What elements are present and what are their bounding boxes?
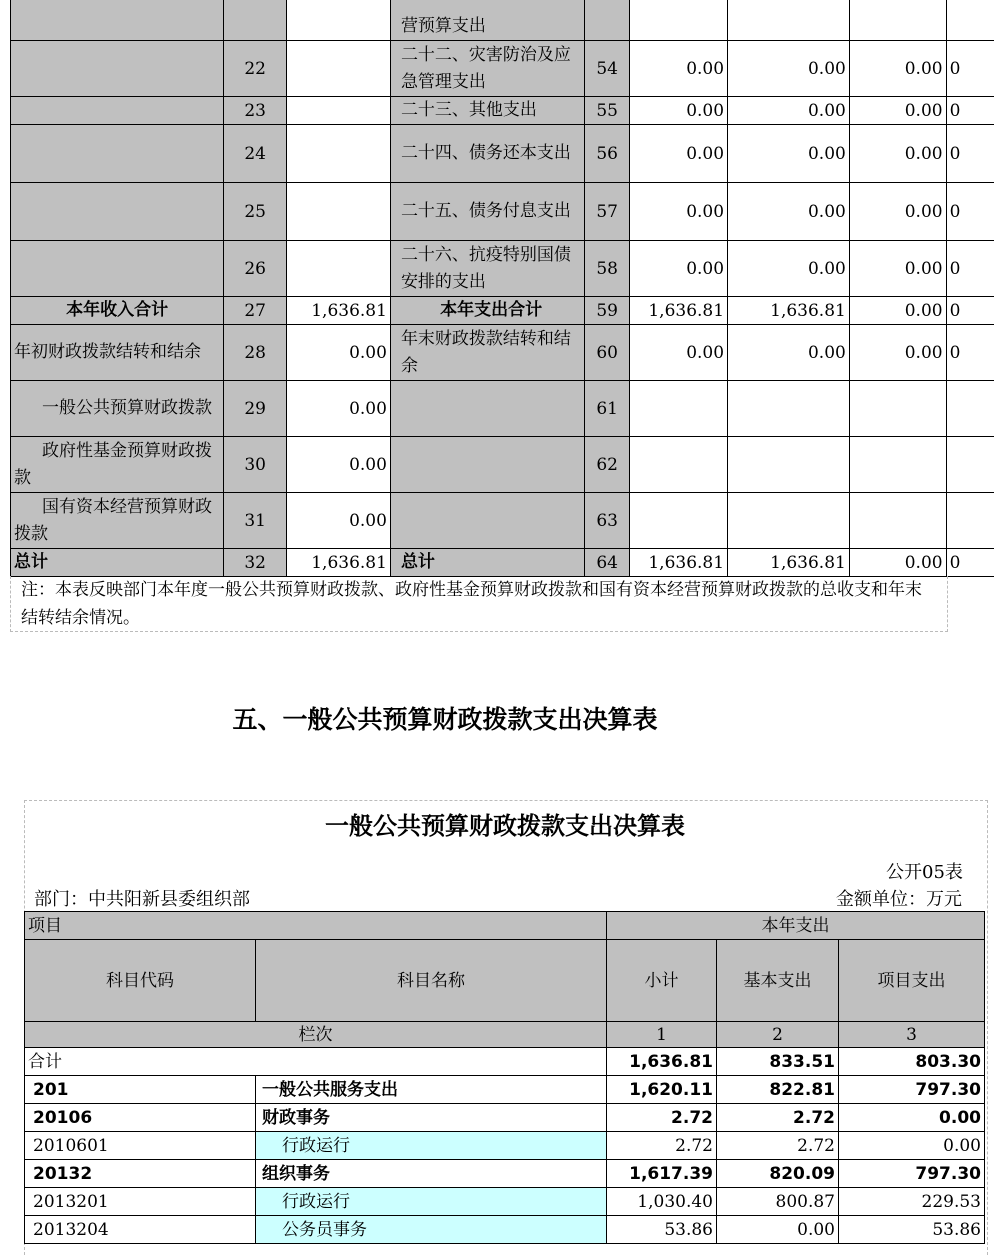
expense-capital: 0 [946,97,994,125]
unit-label: 金额单位：万元 [836,885,962,911]
income-item-cell [11,183,224,241]
income-amount: 0.00 [287,493,391,549]
income-line-no: 28 [224,325,287,381]
expense-total: 0.00 [630,241,728,297]
table-row [11,97,994,125]
income-line-no [224,0,287,41]
income-item-cell [11,0,224,41]
income-amount-cell [287,97,391,125]
subject-name: 财政事务 [256,1104,607,1132]
table-row [25,1160,985,1188]
expense-fund: 0.00 [849,41,946,97]
expense-capital: 0 [946,549,994,577]
table-row [25,1076,985,1104]
expense-label: 总计 [390,549,584,577]
amount-project: 229.53 [839,1188,985,1216]
expense-fund: 0.00 [849,297,946,325]
expense-line-no: 60 [585,325,630,381]
income-amount-cell [287,41,391,97]
income-label: 政府性基金预算财政拨款 [11,437,224,493]
expense-capital: 0 [946,183,994,241]
expense-total: 0.00 [630,325,728,381]
expense-fund: 0.00 [849,325,946,381]
subject-name: 组织事务 [256,1160,607,1188]
expense-general [728,381,850,437]
table-row [11,325,994,381]
expense-line-no: 56 [585,125,630,183]
subject-code: 201 [25,1076,256,1104]
expense-line-no: 57 [585,183,630,241]
expense-capital [946,0,994,41]
expense-fund: 0.00 [849,183,946,241]
header-seq: 栏次 [25,1022,607,1048]
seq-3: 3 [839,1022,985,1048]
expense-general [728,493,850,549]
expense-fund [849,493,946,549]
expense-general: 1,636.81 [728,549,850,577]
expense-total: 0.00 [630,183,728,241]
expense-general: 0.00 [728,97,850,125]
subject-code: 20132 [25,1160,256,1188]
expense-item: 二十四、债务还本支出 [390,125,584,183]
expense-capital: 0 [946,241,994,297]
table-row [25,1216,985,1244]
subject-name: 行政运行 [256,1132,607,1160]
expenditure-table [24,911,985,1244]
expense-fund: 0.00 [849,125,946,183]
income-line-no: 26 [224,241,287,297]
total-project: 803.30 [839,1048,985,1076]
table-note: 注：本表反映部门本年度一般公共预算财政拨款、政府性基金预算财政拨款和国有资本经营预算财政拨款的总收支和年末结转结余情况。 [10,576,948,632]
header-basic: 基本支出 [717,940,839,1022]
expense-general: 0.00 [728,325,850,381]
amount-basic: 0.00 [717,1216,839,1244]
expense-capital: 0 [946,125,994,183]
header-code: 科目代码 [25,940,256,1022]
income-amount-cell [287,125,391,183]
income-amount: 0.00 [287,381,391,437]
income-line-no: 30 [224,437,287,493]
income-amount-cell [287,0,391,41]
amount-basic: 822.81 [717,1076,839,1104]
table-row [11,183,994,241]
expense-general: 0.00 [728,41,850,97]
income-item-cell [11,241,224,297]
expense-fund [849,381,946,437]
expense-label [390,493,584,549]
amount-subtotal: 2.72 [607,1132,717,1160]
expense-total [630,437,728,493]
expense-line-no: 63 [585,493,630,549]
amount-basic: 2.72 [717,1132,839,1160]
total-subtotal: 1,636.81 [607,1048,717,1076]
expense-item: 二十二、灾害防治及应急管理支出 [390,41,584,97]
expense-total: 0.00 [630,97,728,125]
table-row [25,1132,985,1160]
subject-code: 20106 [25,1104,256,1132]
expense-line-no: 54 [585,41,630,97]
table-row [11,549,994,577]
income-item-cell [11,125,224,183]
expense-general [728,437,850,493]
income-item-cell [11,41,224,97]
expense-total: 1,636.81 [630,549,728,577]
income-amount: 1,636.81 [287,297,391,325]
income-label: 一般公共预算财政拨款 [11,381,224,437]
expense-line-no: 59 [585,297,630,325]
expense-capital [946,381,994,437]
income-line-no: 29 [224,381,287,437]
amount-project: 0.00 [839,1132,985,1160]
table-row [11,381,994,437]
amount-project: 53.86 [839,1216,985,1244]
total-label: 合计 [25,1048,607,1076]
header-project: 项目支出 [839,940,985,1022]
amount-project: 797.30 [839,1076,985,1104]
table-row [25,1104,985,1132]
income-amount-cell [287,183,391,241]
form-title: 一般公共预算财政拨款支出决算表 [24,806,986,841]
amount-subtotal: 1,030.40 [607,1188,717,1216]
expense-item: 二十五、债务付息支出 [390,183,584,241]
subject-code: 2010601 [25,1132,256,1160]
expense-capital: 0 [946,325,994,381]
table-row [25,1188,985,1216]
income-line-no: 22 [224,41,287,97]
amount-basic: 820.09 [717,1160,839,1188]
table-row [11,241,994,297]
subject-name: 一般公共服务支出 [256,1076,607,1104]
form-number: 公开05表 [886,858,963,884]
amount-basic: 2.72 [717,1104,839,1132]
subject-code: 2013204 [25,1216,256,1244]
expense-fund [849,0,946,41]
expense-total [630,0,728,41]
expense-fund: 0.00 [849,549,946,577]
expense-capital [946,437,994,493]
income-amount: 0.00 [287,437,391,493]
seq-2: 2 [717,1022,839,1048]
table-row [11,437,994,493]
table-row [11,125,994,183]
section-title: 五、一般公共预算财政拨款支出决算表 [0,700,890,736]
expense-capital: 0 [946,297,994,325]
expense-fund: 0.00 [849,241,946,297]
expense-general: 0.00 [728,241,850,297]
subject-name: 公务员事务 [256,1216,607,1244]
income-line-no: 31 [224,493,287,549]
expense-line-no [585,0,630,41]
expense-total [630,493,728,549]
header-subtotal: 小计 [607,940,717,1022]
expense-general: 1,636.81 [728,297,850,325]
income-label: 国有资本经营预算财政拨款 [11,493,224,549]
expense-label: 本年支出合计 [390,297,584,325]
income-item-cell [11,97,224,125]
expense-total: 0.00 [630,125,728,183]
expense-total: 0.00 [630,41,728,97]
header-year-expenditure: 本年支出 [607,912,985,940]
amount-subtotal: 2.72 [607,1104,717,1132]
table-row [11,493,994,549]
seq-1: 1 [607,1022,717,1048]
subject-code: 2013201 [25,1188,256,1216]
expense-label [390,381,584,437]
income-amount: 1,636.81 [287,549,391,577]
expense-line-no: 64 [585,549,630,577]
amount-project: 0.00 [839,1104,985,1132]
table-row [11,297,994,325]
table-row [11,0,994,41]
expense-label [390,437,584,493]
expense-general [728,0,850,41]
expense-line-no: 58 [585,241,630,297]
amount-project: 797.30 [839,1160,985,1188]
expense-total [630,381,728,437]
expense-fund: 0.00 [849,97,946,125]
expense-item: 二十六、抗疫特别国债安排的支出 [390,241,584,297]
department-label: 部门：中共阳新县委组织部 [34,885,250,911]
header-name: 科目名称 [256,940,607,1022]
expense-item: 二十三、其他支出 [390,97,584,125]
income-line-no: 32 [224,549,287,577]
income-label: 总计 [11,549,224,577]
income-line-no: 23 [224,97,287,125]
amount-subtotal: 53.86 [607,1216,717,1244]
header-item: 项目 [25,912,607,940]
income-amount-cell [287,241,391,297]
expense-line-no: 61 [585,381,630,437]
income-line-no: 24 [224,125,287,183]
expense-general: 0.00 [728,125,850,183]
amount-basic: 800.87 [717,1188,839,1216]
subject-name: 行政运行 [256,1188,607,1216]
expense-capital: 0 [946,41,994,97]
upper-table [10,0,994,577]
expense-item: 营预算支出 [390,0,584,41]
income-line-no: 27 [224,297,287,325]
table-row [11,41,994,97]
expense-fund [849,437,946,493]
total-basic: 833.51 [717,1048,839,1076]
expense-total: 1,636.81 [630,297,728,325]
expense-line-no: 62 [585,437,630,493]
expense-general: 0.00 [728,183,850,241]
amount-subtotal: 1,620.11 [607,1076,717,1104]
income-label: 年初财政拨款结转和结余 [11,325,224,381]
expense-label: 年末财政拨款结转和结余 [390,325,584,381]
income-amount: 0.00 [287,325,391,381]
income-line-no: 25 [224,183,287,241]
amount-subtotal: 1,617.39 [607,1160,717,1188]
expense-line-no: 55 [585,97,630,125]
income-label: 本年收入合计 [11,297,224,325]
expense-capital [946,493,994,549]
